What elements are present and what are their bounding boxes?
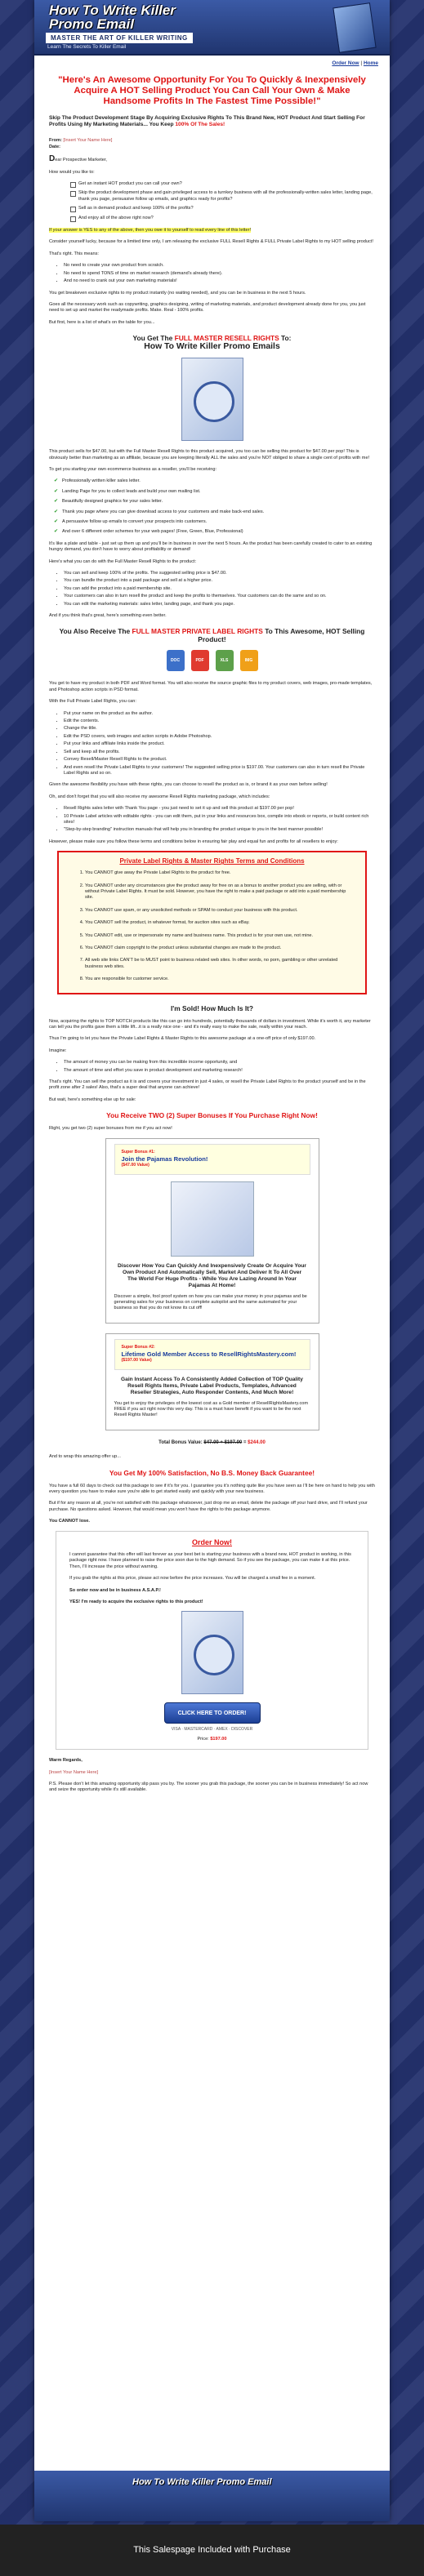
list-item: • The amount of time and effort you save in product development and marketing research! — [64, 1068, 375, 1074]
order-title: Order Now! — [191, 1537, 232, 1546]
means-list — [49, 263, 375, 284]
list-item: • Put your links and affiliate links inside the product. — [64, 741, 375, 747]
list-item: • Edit the contents. — [64, 719, 375, 724]
product-cover-icon — [333, 2, 376, 53]
list-item: • Sell and keep all the profits. — [64, 750, 375, 755]
para-that-right: That's right. This means: — [49, 251, 99, 256]
bonus-1-desc: Discover a simple, fool proof system on how you can make your money in your pajamas and be generating sales for your business on complete autopilot and the same automated for your business so that you do not know its cut off! — [114, 1293, 307, 1311]
order-button[interactable]: CLICK HERE TO ORDER! — [164, 1702, 261, 1724]
check-list — [49, 181, 375, 221]
list-item: 6. You CANNOT claim copyright to the product unless substantial changes are made to the product. — [85, 945, 355, 951]
list-item: ✔ Thank you page where you can give download access to your customers and make back-end sales. — [54, 509, 375, 515]
bonus-1-headline: Discover How You Can Quickly And Inexpensively Create Or Acquire Your Own Product And Automatically Sell, Market And Deliver It To All Over The World For Huge Profits - While You Are Lazing Around In Your Pajamas At Home! — [118, 1262, 306, 1288]
section-heading-guarantee: You Get My 100% Satisfaction, No B.S. Money Back Guarantee! — [109, 1468, 315, 1477]
pdf-file-icon: PDF — [191, 650, 209, 671]
list-item: Sell as in demand product and keep 100% of the profits? — [70, 206, 375, 211]
bonus-1-image — [171, 1181, 254, 1257]
footer-title: How To Write Killer Promo Email — [132, 2477, 272, 2487]
footer-banner — [34, 2471, 390, 2521]
list-item: 2. You CANNOT under any circumstances give the product away for free on as a bonus to another product you are selling, with or without Private Label Rights. It must be sold. However, you have the right to make a paid package or add into a paid membership site. — [85, 883, 355, 901]
list-item: ✔ Professionally written killer sales letter. — [54, 478, 375, 484]
section-heading-resell: You Get The FULL MASTER RESELL RIGHTS To: How To Write Killer Promo Emails — [132, 334, 292, 352]
can-do-list — [49, 571, 375, 607]
para-goes: Goes all the necessary work such as copywriting, graphics designing, writing of marketing materials, and product development already done for you, you just need to set up and market the readymade profits. Make. Real - 100% profits. — [49, 301, 366, 314]
header-banner — [34, 0, 390, 56]
para-with-plr: With the Full Private Label Rights, you can: — [49, 699, 136, 705]
list-item: • No need to spend TONS of time on market research (demand's already there). — [64, 271, 375, 277]
regards: Warm Regards, — [49, 1758, 83, 1764]
order-now-link[interactable]: Order Now — [332, 60, 359, 66]
list-item: 5. You CANNOT edit, use or impersonate my name and business name. This product is for your own use, not mine. — [85, 933, 355, 939]
para-day: It's like a plate and table - just set up them up and you'll be in business in over the next 5 hours. As the product has been carefully created to cater to an existing hungry demand, you don't have to worry about profitability or demand! — [49, 541, 373, 553]
section-heading-plr: You Also Receive The FULL MASTER PRIVATE LABEL RIGHTS To This Awesome, HOT Selling Product! — [59, 627, 365, 644]
logo-band: MASTER THE ART OF KILLER WRITING — [46, 33, 193, 43]
para-wait: But wait, here's something else up for sale: — [49, 1097, 136, 1102]
para-guarantee: You get breakeven exclusive rights to my product instantly (no waiting needed), and you can be in business in the next 5 hours. — [49, 290, 306, 296]
para-sell: That's right. You can sell the product as it is and covers your investment in just 4 sales, or resell the Private Label Rights to the product yourself and be in the profit zone after 2 sales! Also, that's a super deal that anyone can achieve! — [49, 1079, 366, 1091]
list-item: ✔ A persuasive follow up emails to convert your prospects into customers. — [54, 519, 375, 525]
list-item: ✔ Beautifully designed graphics for your sales letter. — [54, 499, 375, 505]
terms-list — [69, 870, 355, 982]
order-box — [56, 1531, 368, 1751]
signature: [Insert Your Name Here] — [49, 1769, 99, 1775]
list-item: • "Step-by-step branding" instruction manuals that will help you in branding the product unique to you in the best manner possible! — [64, 827, 375, 833]
main-content — [34, 75, 390, 1794]
list-item: 8. You are responsible for customer service. — [85, 977, 355, 982]
list-item: • No need to create your own product from scratch. — [64, 263, 375, 269]
list-item: 4. You CANNOT sell the product, in whatever format, for auction sites such as eBay. — [85, 920, 355, 926]
list-item: ✔ And over 6 different order schemes for your web pages! (Free, Green, Blue, Professional) — [54, 529, 375, 535]
list-item: • You can add the product into a paid membership site. — [64, 586, 375, 592]
section-heading-sold: I'm Sold! How Much Is It? — [170, 1003, 254, 1012]
para-consider: Consider yourself lucky, because for a limited time only, I am releasing the exclusive FULL Resell Rights & FULL Private Label Rights to my HOT selling product! — [49, 239, 373, 245]
logo-title-line2: Promo Email — [49, 16, 134, 32]
list-item: • The amount of money you can be making from this incredible income opportunity, and — [64, 1060, 375, 1066]
package-list — [49, 806, 375, 834]
list-item: • And even resell the Private Label Rights to your customers! The suggested selling price is $197.00. Your customers can also in turn resell the Private Label Rights and so on. — [64, 765, 375, 777]
logo-title — [49, 3, 176, 31]
logo-tagline: Learn The Secrets To Killer Email — [47, 44, 127, 50]
list-item: Get an instant HOT product you can call your own? — [70, 181, 375, 187]
order-p2: If you grab the rights at this price, please act now before the price increases. You will be charged a small fee in a moment. — [69, 1576, 316, 1582]
bonus-1-header: Super Bonus #1: Join the Pajamas Revolution! ($47.00 Value) — [114, 1144, 310, 1175]
para-wrap: And to wrap this amazing offer up... — [49, 1454, 121, 1460]
list-item: ✔ Landing Page for you to collect leads and build your own mailing list. — [54, 489, 375, 495]
para-first: But first, here is a list of what's on the table for you... — [49, 319, 155, 325]
bonus-2-header: Super Bonus #2: Lifetime Gold Member Access to ResellRightsMastery.com! ($197.00 Value) — [114, 1339, 310, 1370]
para-plr: You get to have my product in both PDF and Word format. You will also receive the source graphic files to my product covers, web images, pro-made templates, and Photoshop action scripts in PSD format. — [49, 681, 373, 692]
order-price: Price: $197.00 — [197, 1736, 227, 1742]
para-price: Now, acquiring the rights to TOP NOTCH products like this can go into hundreds, potentially thousands of dollars in investment. While it's worth it, any marketer can tell you the profits gave them a little lift...it is a really nice one - and it's really easy to make the sale, really within your reach. — [49, 1018, 371, 1030]
list-item: • You can bundle the product into a paid package and sell at a higher price. — [64, 578, 375, 584]
imagine-list — [49, 1060, 375, 1074]
plr-list — [49, 711, 375, 777]
total-bonus-value: Total Bonus Value: $47.00 + $197.00 = $244.00 — [158, 1439, 266, 1445]
list-item: • 10 Private Label articles with editable rights - you can edit them, put in your links and resources box, compile into ebook or reports, or build content rich sites! — [64, 814, 375, 826]
list-item: 7. All web site links CAN'T be to MUST point to business related web sites. In other words, no porn, gambling or other unrelated business web sites. — [85, 958, 355, 970]
section-heading-bonus: You Receive TWO (2) Super Bonuses If You Purchase Right Now! — [106, 1111, 318, 1120]
para-product: This product sells for $47.00, but with the Full Master Resell Rights to this product acquired, you too can be selling this product for $47.00 per pop! This is obviously better than marketing as an affiliate, because you are keeping literally ALL the sales and you're NOT obliged to share a single cent of profits with me! — [49, 449, 370, 460]
bonus-2-box — [105, 1333, 319, 1430]
list-item: • Resell Rights sales letter with Thank You page - you just need to set it up and sell this product at $197.00 per pop! — [64, 806, 375, 812]
para-limited: Thus I'm going to let you have the Private Label Rights & Master Rights to this awesome package at a one-off price of only $197.00. — [49, 1036, 316, 1042]
para-cannot: You CANNOT lose. — [49, 1519, 90, 1524]
para-think: And if you think that's great, here's something even better. — [49, 613, 167, 619]
para-but: But if for any reason at all, you're not satisfied with this package whatsoever, just drop me an email, delete the package off your hard drive, and I'll refund your purchase. No questions asked. However, that would mean you won't have the rights to this package anymore. — [49, 1501, 368, 1512]
logo-title-line1: How To Write Killer — [49, 2, 176, 18]
list-item: • You can sell and keep 100% of the profits. The suggested selling price is $47.00. — [64, 571, 375, 576]
terms-box — [57, 851, 367, 994]
from-block: From: [Insert Your Name Here] Date: — [49, 138, 113, 149]
home-link[interactable]: Home — [363, 60, 378, 66]
terms-title: Private Label Rights & Master Rights Terms and Conditions — [119, 857, 305, 865]
para-get-started: To get you starting your own ecommerce business as a reseller, you'll be receiving: — [49, 466, 217, 472]
doc-file-icon: DOC — [167, 650, 185, 671]
order-product-image — [181, 1611, 243, 1694]
receive-list — [49, 478, 375, 535]
intro-question: How would you like to: — [49, 169, 95, 175]
list-item: • Convey Resell/Master Resell Rights to the product. — [64, 757, 375, 763]
postscript: P.S. Please don't let this amazing opportunity slip pass you by. The sooner you grab this package, the sooner you can be in business immediately! So act now and seize the opportunity while it's still available. — [49, 1782, 368, 1793]
top-nav: Order Now | Home — [332, 60, 378, 66]
order-p1: I cannot guarantee that this offer will last forever as your best bet is starting your business with a brand new, HOT product in working, in this package right now. I have planned to raise the price soon due to the high demand. So if you see the package, you can make it at this price. Then, I'll increase the price without warning. — [69, 1552, 351, 1569]
order-yes: YES! I'm ready to acquire the exclusive rights to this product! — [69, 1599, 203, 1605]
xls-file-icon: XLS — [216, 650, 234, 671]
list-item: • Edit the PSD covers, web images and action scripts in Adobe Photoshop. — [64, 734, 375, 740]
credit-card-logos: VISA · MASTERCARD · AMEX · DISCOVER — [171, 1727, 253, 1733]
product-image — [181, 358, 243, 441]
para-oh: Oh, and don't forget that you will also receive my awesome Resell Rights marketing package, which includes: — [49, 794, 270, 799]
file-format-icons — [49, 650, 375, 671]
list-item: • Put your name on the product as the author. — [64, 711, 375, 717]
list-item: • You can edit the marketing materials: sales letter, landing page, and thank you page. — [64, 602, 375, 607]
list-item: • Change the title. — [64, 726, 375, 732]
para-if: If your answer is YES to any of the above, then you owe it to yourself to read every line of this letter! — [49, 228, 252, 234]
order-p3: So order now and be in business A.S.A.P.! — [69, 1587, 161, 1593]
bonus-2-headline: Gain Instant Access To A Consistently Added Collection of TOP Quality Resell Rights Items, Private Label Products, Templates, Advanced Reseller Strategies, Auto Responder Contents, And Much More! — [121, 1376, 303, 1395]
para-right: Right, you get two (2) super bonuses from me if you act now! — [49, 1126, 172, 1132]
caption: This Salespage Included with Purchase — [0, 2525, 424, 2576]
para-what-you-can: Here's what you can do with the Full Master Resell Rights to the product: — [49, 558, 197, 564]
para-however: However, please make sure you follow these terms and conditions below in ensuring fair play and equal fun and profits for all resellers to enjoy: — [49, 839, 338, 844]
image-file-icon: IMG — [240, 650, 258, 671]
salespage — [34, 0, 390, 2521]
list-item: • Your customers can also in turn resell the product and keep the profits to themselves. Your customers can do the same and so on. — [64, 594, 375, 599]
para-imagine: Imagine: — [49, 1048, 67, 1053]
bonus-1-box — [105, 1138, 319, 1324]
list-item: 1. You CANNOT give away the Private Label Rights to the product for free. — [85, 870, 355, 876]
bonus-2-desc: You get to enjoy the privileges of the lowest cost as a Gold member of ResellRightsMastery.com FREE if you act right now this very day. This is a must have benefit if you want to be the next Resell Rights Master! — [114, 1400, 309, 1418]
list-item: • And no need to crank out your own marketing materials! — [64, 278, 375, 284]
para-guarantee-2: You have a full 60 days to check out this package to see if it's for you. I guarantee you it's nothing quite like you have seen as I'll be here on hand to help you with every question you have to make sure you're able to get started easily and quickly with your new business. — [49, 1483, 375, 1494]
list-item: Skip the product development phase and gain privileged access to a turnkey business with all the professionally-written sales letter, landing page, thank you page, persuasive follow up emails, and graphics ready for profits? — [70, 190, 375, 202]
sub-headline: Skip The Product Development Stage By Acquiring Exclusive Rights To This Brand New, HOT Product And Start Selling For Profits Using My Marketing Materials... You Keep 100% Of The Sales! — [49, 115, 365, 128]
para-endless: Given the awesome flexibility you have with these rights, you can choose to resell the product as is, or brand it as your own before selling! — [49, 782, 328, 788]
main-headline: "Here's An Awesome Opportunity For You To Quickly & Inexpensively Acquire A HOT Selling Product You Can Call Your Own & Make Handsome Profits In The Fastest Time Possible!" — [58, 75, 366, 106]
list-item: And enjoy all of the above right now? — [70, 216, 375, 221]
list-item: 3. You CANNOT use spam, or any unsolicited methods or SPAM to conduct your business with this product. — [85, 908, 355, 914]
greeting: Dear Prospective Marketer, — [49, 154, 107, 164]
